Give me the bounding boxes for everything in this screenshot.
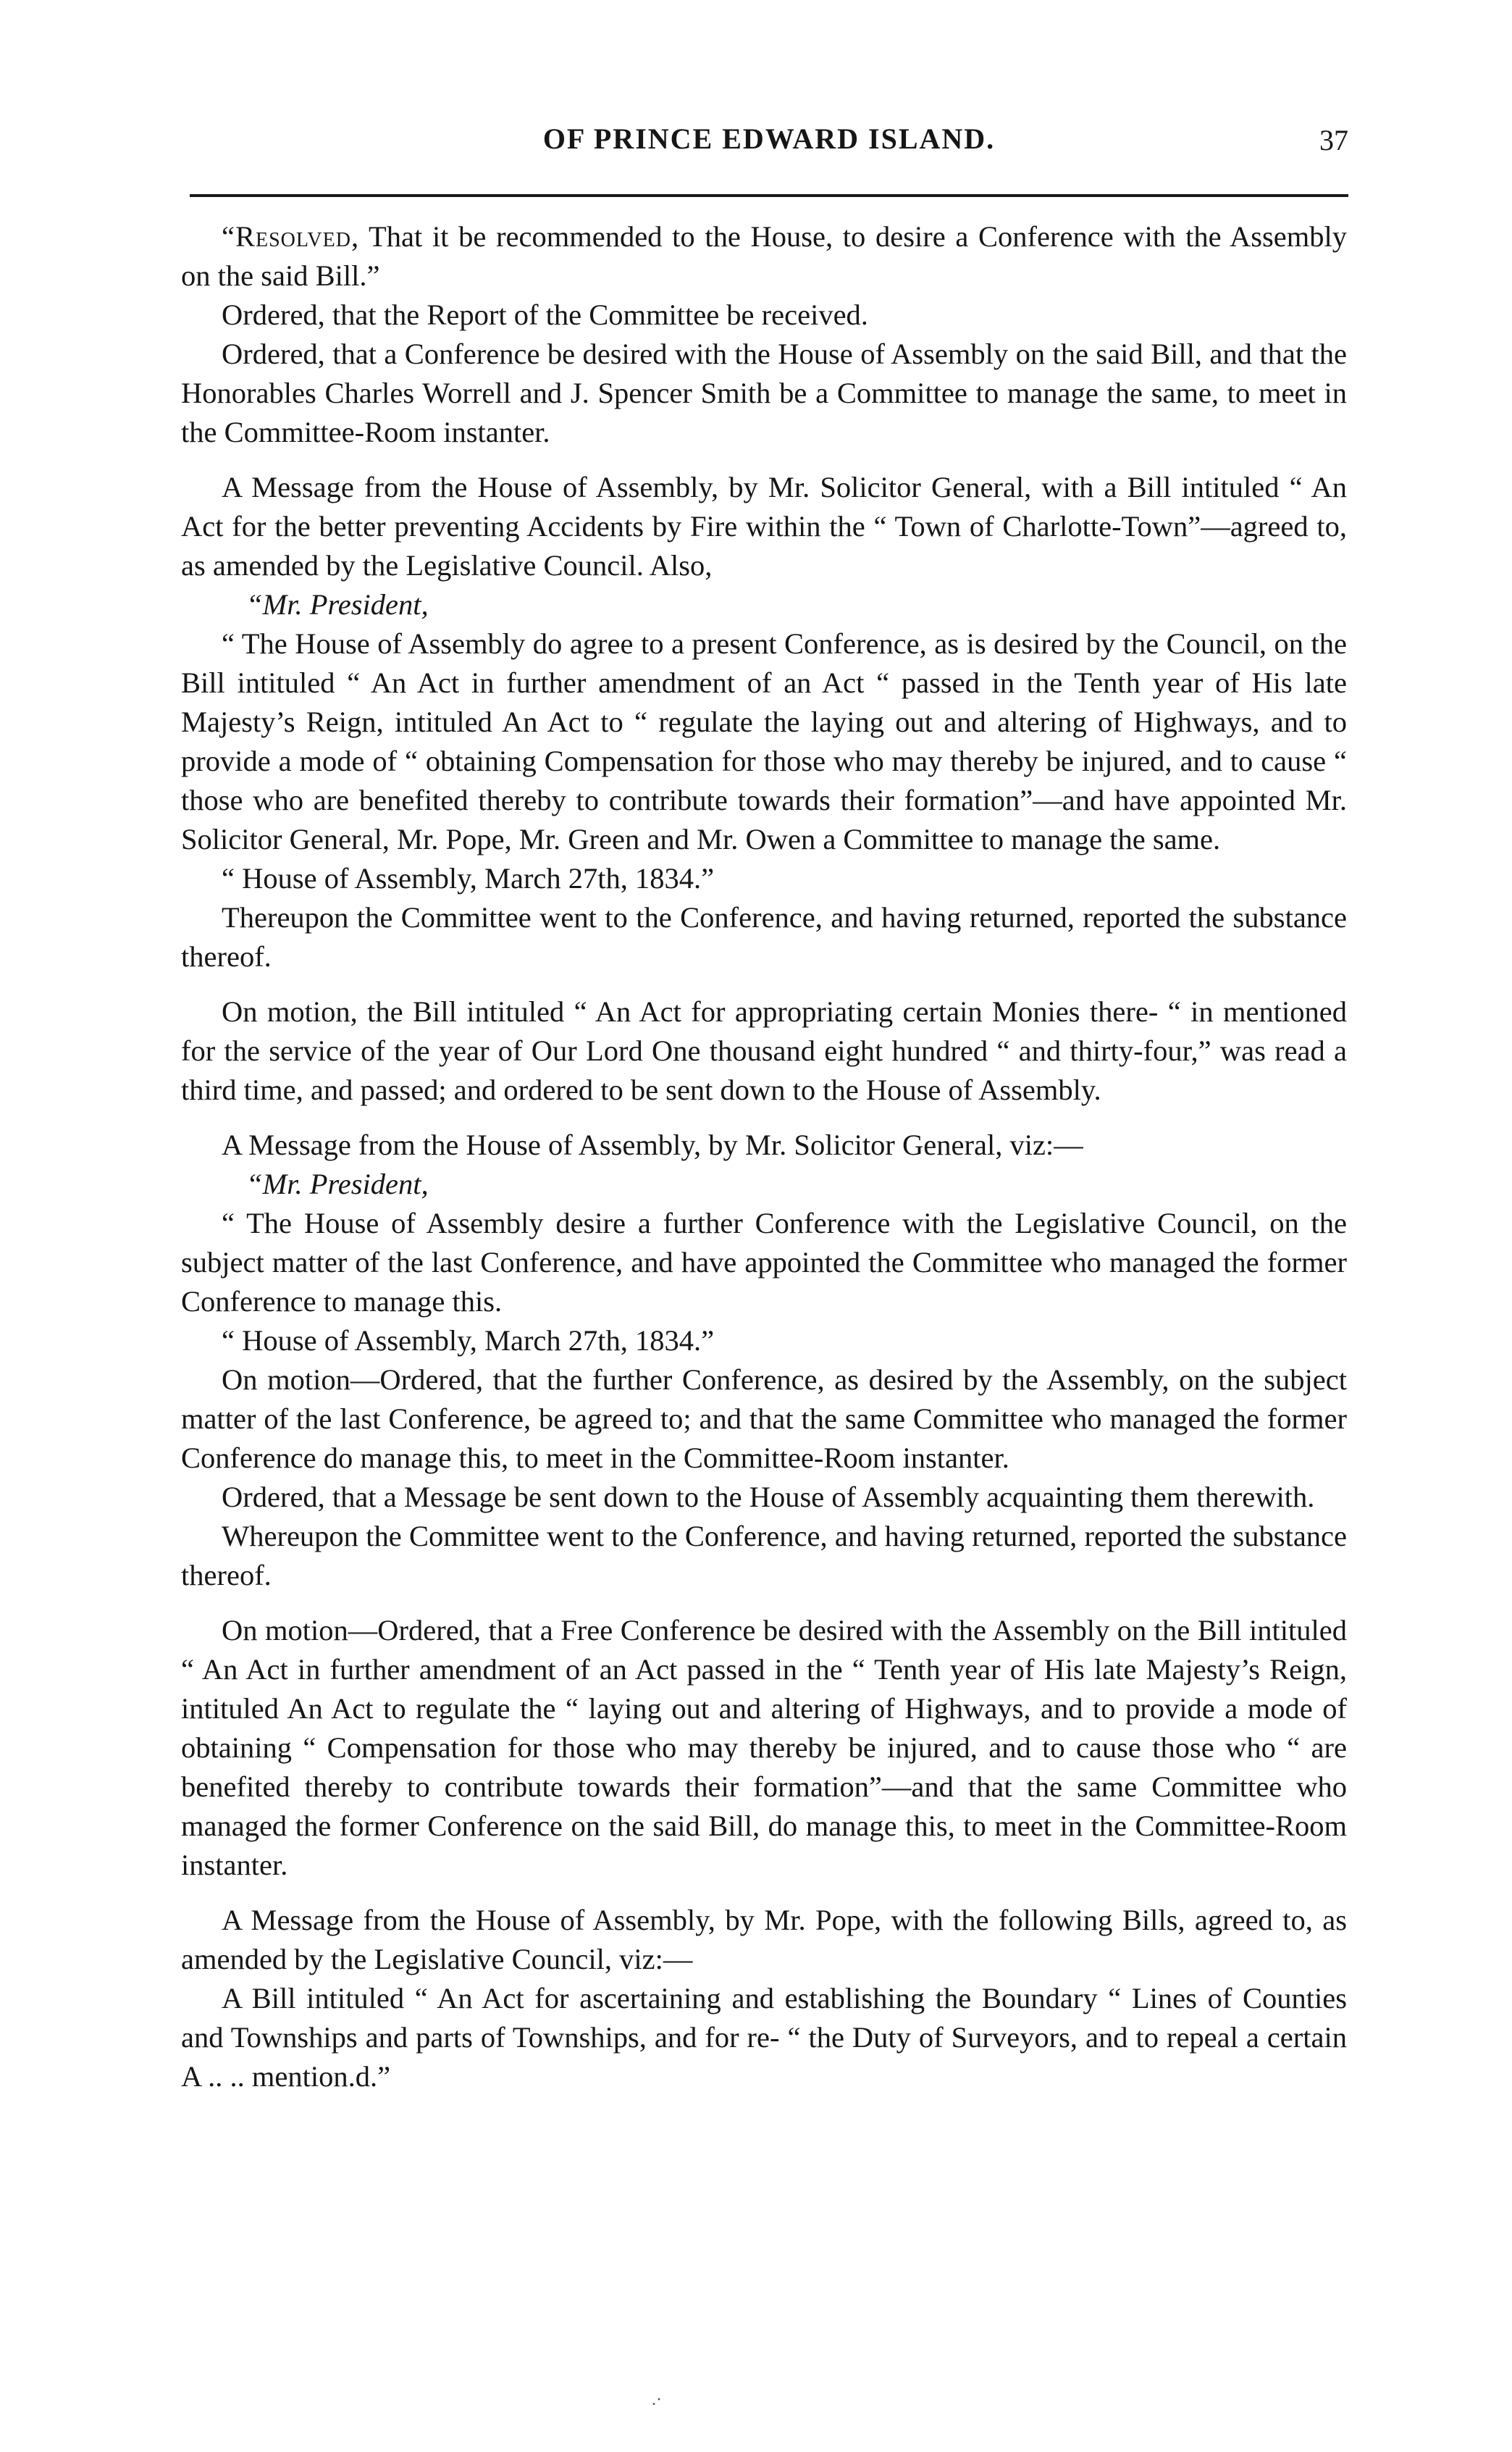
- paragraph: “ The House of Assembly desire a further Conference with the Legislative Council, on the subject matter of the last Conference, and have appointed the Committee who managed the former Conference to manage this.: [181, 1207, 1347, 1318]
- paragraph: Thereupon the Committee went to the Conference, and having returned, reported the substance thereof.: [181, 901, 1347, 973]
- page-number: 37: [1319, 124, 1348, 156]
- body-text: [181, 217, 1347, 2096]
- page-header: [190, 122, 1348, 165]
- paragraph: Ordered, that the Report of the Committee be received.: [222, 298, 868, 331]
- paragraph: On motion—Ordered, that the further Conference, as desired by the Assembly, on the subject matter of the last Conference, be agreed to; and that the same Committee who managed the former Conference do manage this, to meet in the Committee-Room instanter.: [181, 1363, 1347, 1474]
- salutation: “Mr. President,: [246, 1168, 429, 1200]
- dateline: “ House of Assembly, March 27th, 1834.”: [222, 862, 715, 895]
- print-smudge: .·: [652, 2390, 662, 2409]
- paragraph: A Message from the House of Assembly, by Mr. Pope, with the following Bills, agreed to, as amended by the Legislative Council, viz:—: [181, 1904, 1347, 1975]
- paragraph: Ordered, that a Message be sent down to the House of Assembly acquainting them therewith.: [222, 1481, 1315, 1513]
- running-head: OF PRINCE EDWARD ISLAND.: [542, 122, 996, 155]
- paragraph: A Message from the House of Assembly, by Mr. Solicitor General, viz:—: [222, 1129, 1083, 1161]
- resolved-lead: “Resolved,: [222, 220, 360, 253]
- paragraph: Whereupon the Committee went to the Conference, and having returned, reported the substance thereof.: [181, 1520, 1347, 1591]
- paragraph: A Bill intituled “ An Act for ascertaining and establishing the Boundary “ Lines of Counties and Townships and parts of Townships, and for re- “ the Duty of Surveyors, and to repeal a certain A .. .. mention.d.”: [181, 1982, 1347, 2093]
- paragraph: Ordered, that a Conference be desired with the House of Assembly on the said Bill, and that the Honorables Charles Worrell and J. Spencer Smith be a Committee to manage the same, to meet in the Committee-Room instanter.: [181, 338, 1347, 448]
- paragraph: On motion—Ordered, that a Free Conference be desired with the Assembly on the Bill intituled “ An Act in further amendment of an Act passed in the “ Tenth year of His late Majesty’s Reign, intituled An Act to regulate the “ laying out and altering of Highways, and to provide a mode of obtaining “ Compensation for those who may thereby be injured, and to cause those who “ are benefited thereby to contribute towards their formation”—and that the same Committee who managed the former Conference on the said Bill, do manage this, to meet in the Committee-Room instanter.: [181, 1614, 1347, 1881]
- paragraph: A Message from the House of Assembly, by Mr. Solicitor General, with a Bill intituled “ An Act for the better preventing Accidents by Fire within the “ Town of Charlotte-Town”—agreed to, as amended by the Legislative Council. Also,: [181, 471, 1347, 582]
- paragraph: “ The House of Assembly do agree to a present Conference, as is desired by the Council, on the Bill intituled “ An Act in further amendment of an Act “ passed in the Tenth year of His late Majesty’s Reign, intituled An Act to “ regulate the laying out and altering of Highways, and to provide a mode of “ obtaining Compensation for those who may thereby be injured, and to cause “ those who are benefited thereby to contribute towards their formation”—and have appointed Mr. Solicitor General, Mr. Pope, Mr. Green and Mr. Owen a Committee to manage the same.: [181, 627, 1347, 855]
- dateline: “ House of Assembly, March 27th, 1834.”: [222, 1324, 715, 1357]
- paragraph: On motion, the Bill intituled “ An Act for appropriating certain Monies there- “ in mentioned for the service of the year of Our Lord One thousand eight hundred “ and thirty-four,” was read a third time, and passed; and ordered to be sent down to the House of Assembly.: [181, 995, 1347, 1106]
- header-rule: [190, 194, 1348, 197]
- salutation: “Mr. President,: [246, 588, 429, 621]
- paragraph: “Resolved, That it be recommended to the House, to desire a Conference with the Assembly on the said Bill.”: [181, 220, 1347, 292]
